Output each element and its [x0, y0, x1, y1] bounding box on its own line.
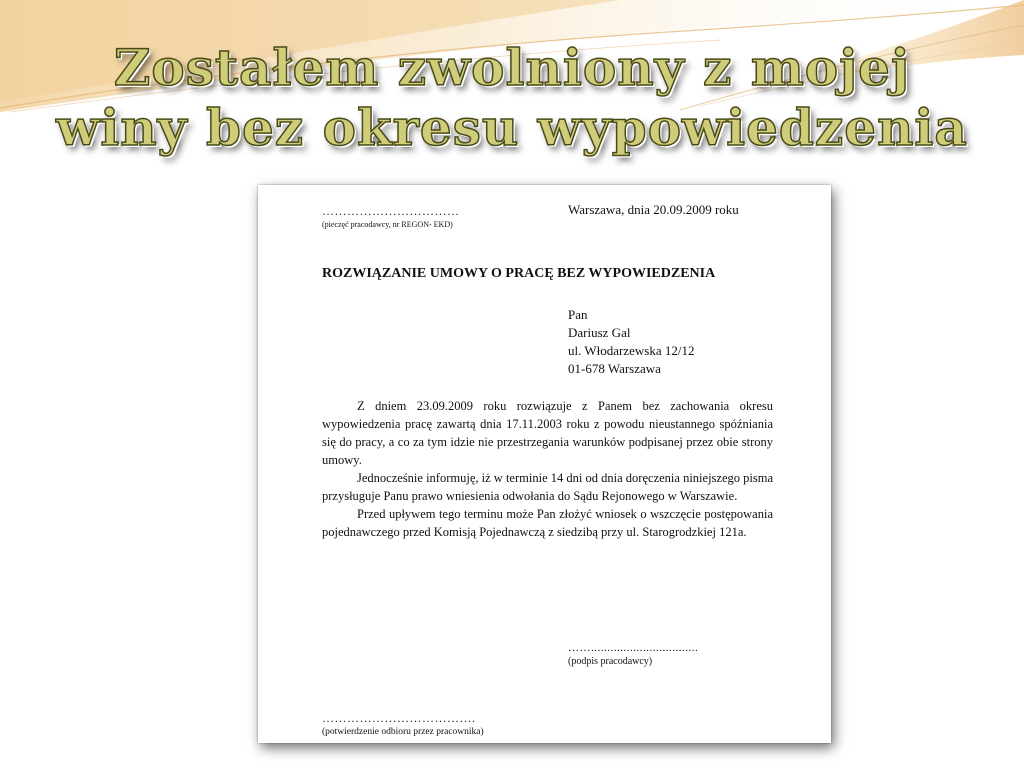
body-paragraph: Przed upływem tego terminu może Pan złożyć wniosek o wszczęcie postępowania pojednawczego przed Komisją Pojednawczą z siedzibą przy ul. Starogrodzkiej 121a.	[322, 507, 773, 539]
recipient-address	[568, 306, 694, 378]
slide-title	[0, 38, 1024, 158]
receipt-caption: (potwierdzenie odbioru przez pracownika)	[322, 727, 484, 737]
body-paragraph: Z dniem 23.09.2009 roku rozwiązuje z Panem bez zachowania okresu wypowiedzenia pracę zawartą dnia 17.11.2003 roku z powodu nieustannego spóźniania się do pracy, a co za tym idzie nie przestrzegania warunków podpisanej przez obie strony umowy.	[322, 399, 773, 467]
receipt-dots: ……………………………….	[322, 711, 476, 725]
signature-caption: (podpis pracodawcy)	[568, 656, 653, 667]
termination-letter-document	[258, 185, 831, 743]
letter-body	[322, 397, 773, 541]
letter-heading: ROZWIĄZANIE UMOWY O PRACĘ BEZ WYPOWIEDZENIA	[322, 266, 716, 281]
signature-dots: …….................................	[568, 642, 699, 654]
slide-title-line-1: Zostałem zwolniony z mojej	[113, 38, 911, 97]
place-and-date: Warszawa, dnia 20.09.2009 roku	[568, 202, 739, 217]
employer-stamp-caption: (pieczęć pracodawcy, nr REGON- EKD)	[322, 220, 453, 229]
recipient-street: ul. Włodarzewska 12/12	[568, 343, 695, 358]
employer-stamp-dots: ……………………………	[322, 204, 460, 218]
recipient-salutation: Pan	[568, 307, 588, 322]
slide-title-line-2: winy bez okresu wypowiedzenia	[56, 98, 968, 157]
recipient-city: 01-678 Warszawa	[568, 361, 661, 376]
recipient-name: Dariusz Gal	[568, 325, 631, 340]
body-paragraph: Jednocześnie informuję, iż w terminie 14 dni od dnia doręczenia niniejszego pisma przysługuje Panu prawo wniesienia odwołania do Sądu Rejonowego w Warszawie.	[322, 471, 773, 503]
